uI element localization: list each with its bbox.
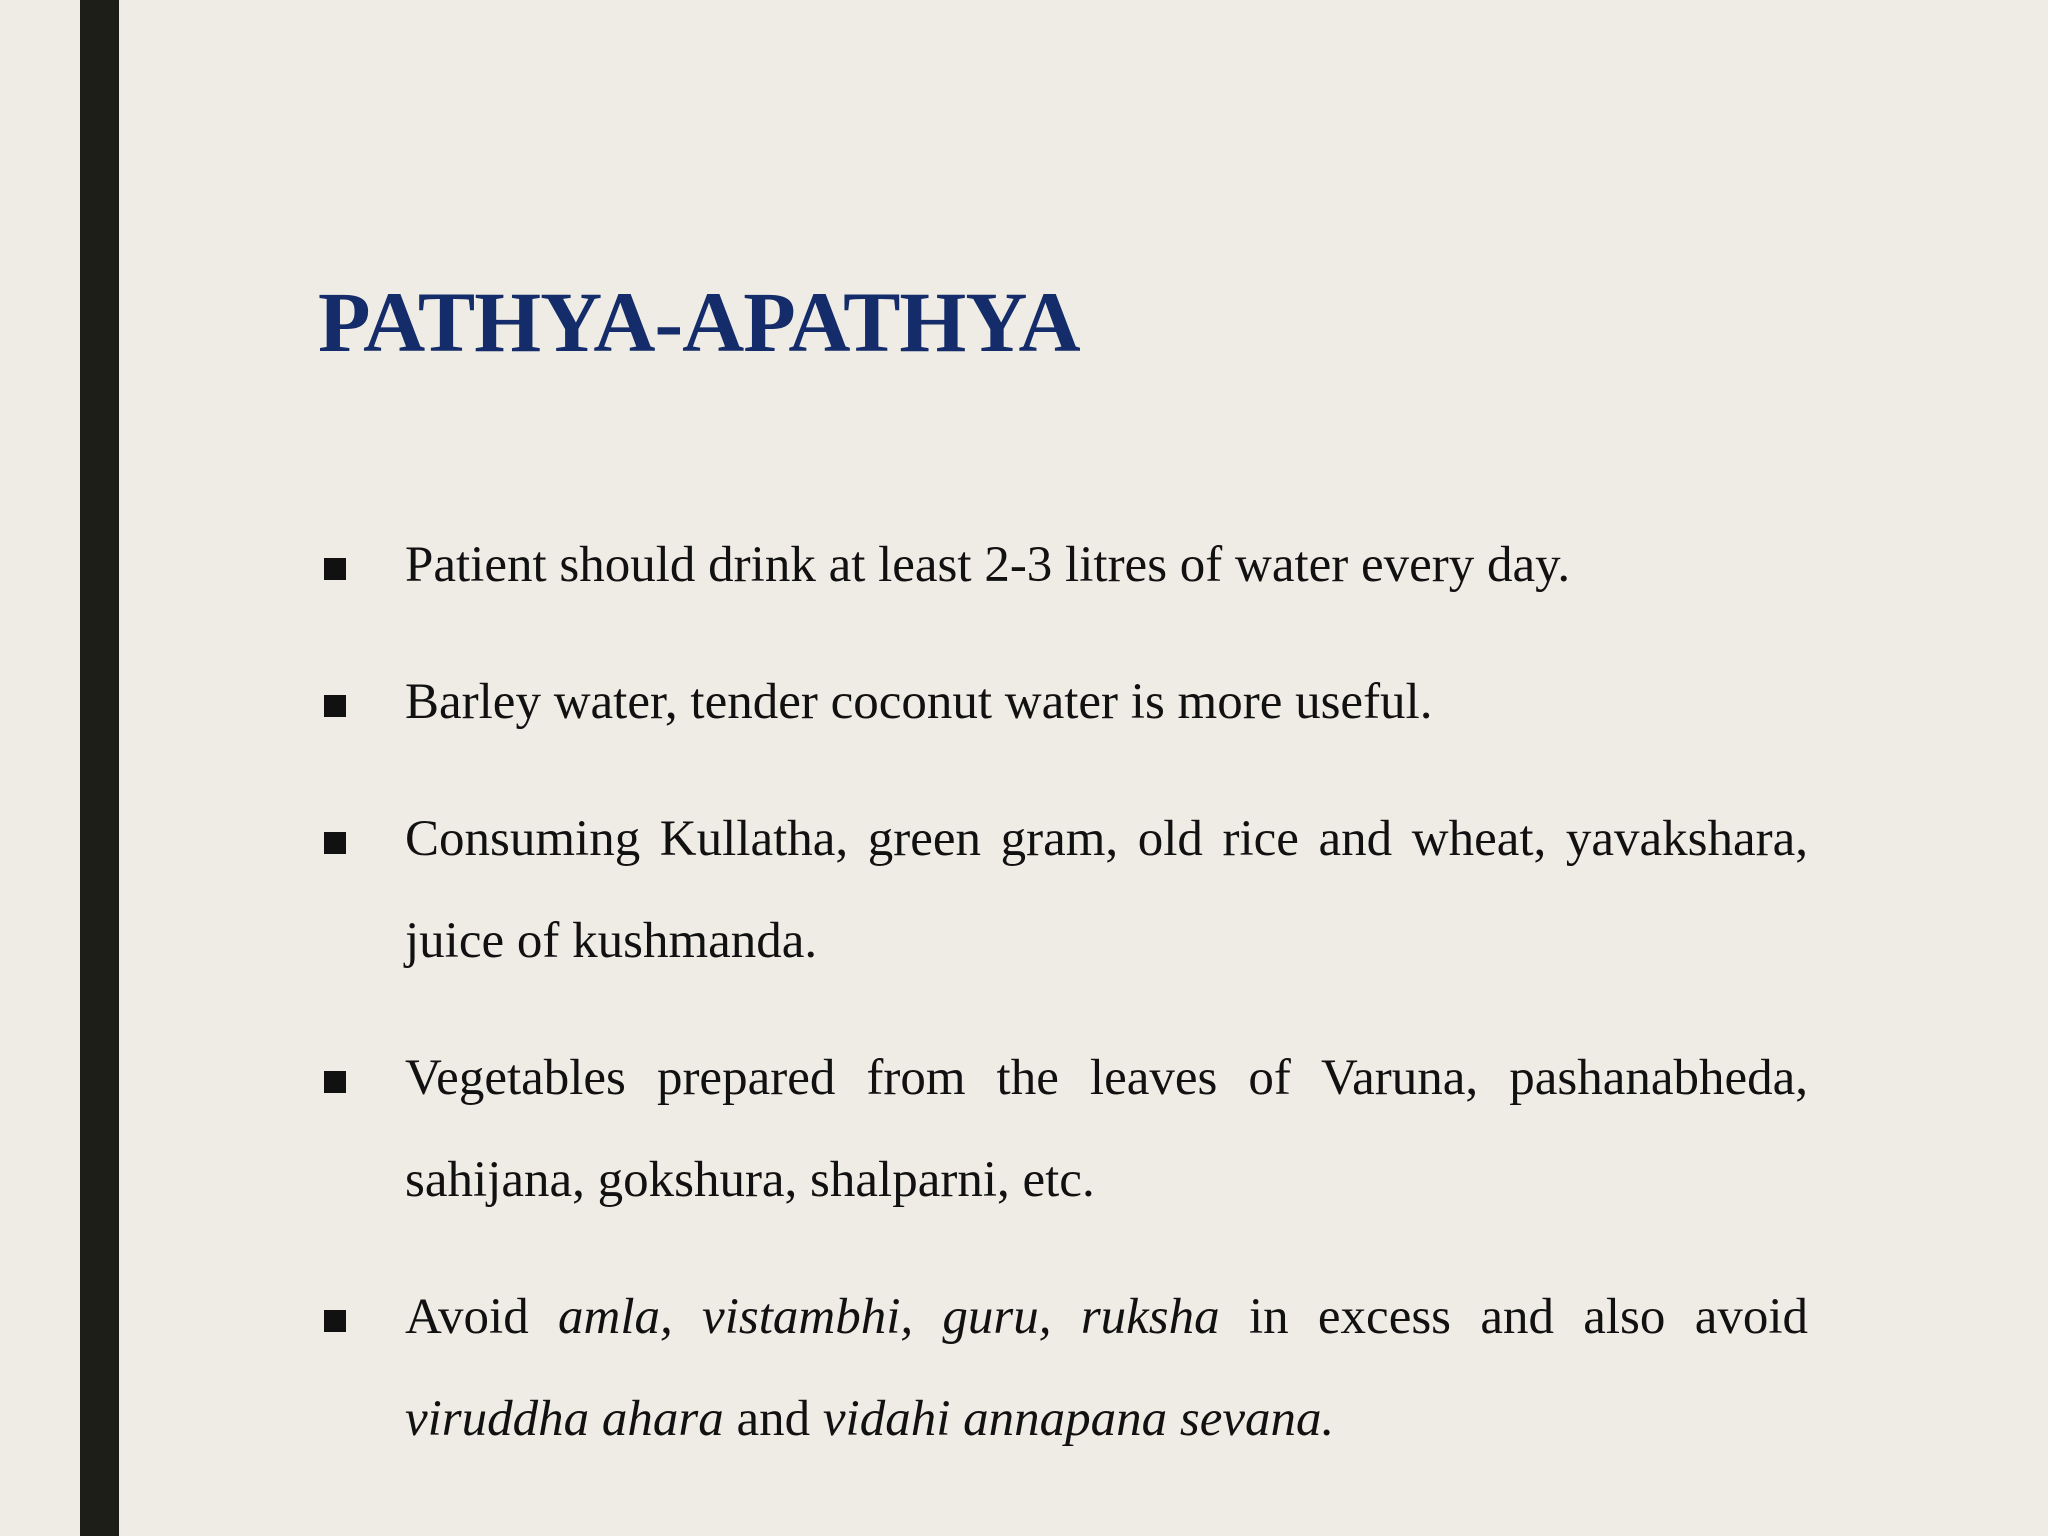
black-square-icon [324,1071,346,1093]
black-square-icon [324,832,346,854]
bullet-text: Consuming Kullatha, green gram, old rice and wheat, yavakshara, juice of kushmanda. [405,811,1808,969]
bullet-text-italic-part: amla, vistambhi, guru, ruksha [558,1289,1220,1345]
left-accent-bar [80,0,119,1536]
bullet-item [318,1266,1808,1470]
bullet-item [318,1027,1808,1231]
bullet-text-part: in excess and also avoid [1219,1289,1808,1345]
bullet-item [318,514,1808,616]
black-square-icon [324,558,346,580]
black-square-icon [324,695,346,717]
bullet-text: Patient should drink at least 2-3 litres of water every day. [405,537,1571,593]
bullet-text: Vegetables prepared from the leaves of Varuna, pashanabheda, sahijana, gokshura, shalparni, etc. [405,1050,1808,1208]
bullet-text: Barley water, tender coconut water is more useful. [405,674,1433,730]
bullet-item [318,651,1808,753]
black-square-icon [324,1310,346,1332]
bullet-text-italic-part: viruddha ahara [405,1391,724,1447]
bullet-text-part: Avoid [405,1289,559,1345]
bullet-list [318,514,1808,1470]
bullet-text-italic-part: vidahi annapana sevana. [822,1391,1335,1447]
bullet-item [318,788,1808,992]
slide-title: PATHYA-APATHYA [318,274,1080,370]
bullet-text-part: and [723,1391,823,1447]
